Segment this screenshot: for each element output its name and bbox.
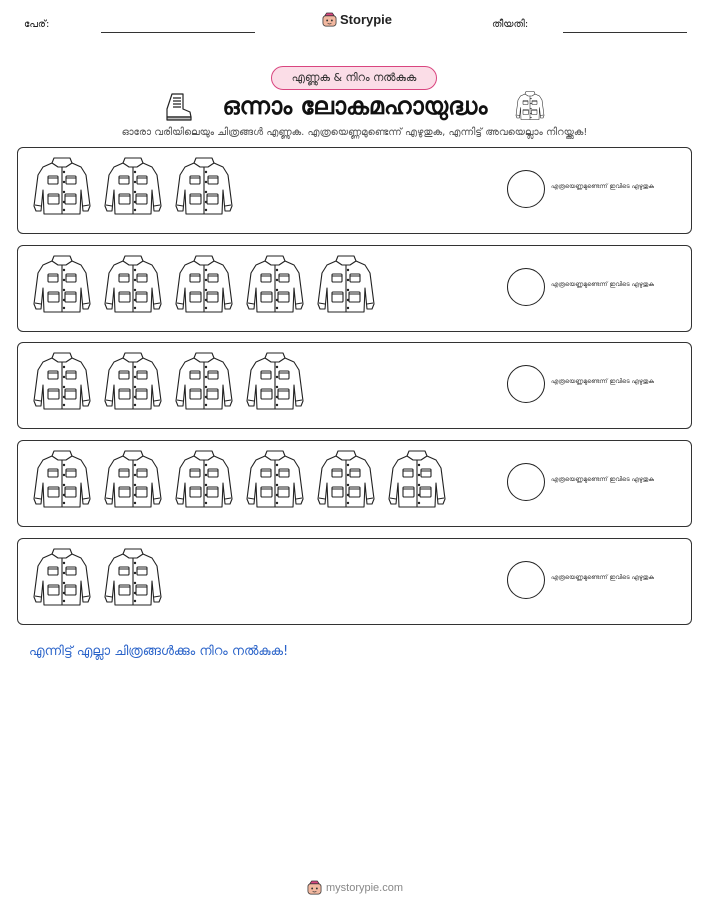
jacket-group [30,156,236,218]
count-row [17,538,692,625]
answer-circle[interactable] [507,561,545,599]
date-label: തീയതി: [492,19,529,30]
brand-name: Storypie [340,12,393,27]
answer-label: എത്രയെണ്ണമുണ്ടെന്ന് ഇവിടെ എഴുതുക [551,281,654,288]
count-row [17,440,692,527]
brand-logo [322,12,392,27]
answer-label: എത്രയെണ്ണമുണ്ടെന്ന് ഇവിടെ എഴുതുക [551,476,654,483]
count-row [17,342,692,429]
military-jacket-icon [514,90,546,122]
jacket-group [30,254,378,316]
name-field[interactable] [101,32,255,33]
military-jacket-icon [30,351,94,413]
date-field[interactable] [563,32,687,33]
answer-circle[interactable] [507,170,545,208]
military-jacket-icon [385,449,449,511]
military-jacket-icon [314,449,378,511]
military-jacket-icon [172,254,236,316]
combat-boot-icon [163,92,193,122]
storypie-logo-icon [322,12,337,27]
count-row [17,147,692,234]
answer-label: എത്രയെണ്ണമുണ്ടെന്ന് ഇവിടെ എഴുതുക [551,574,654,581]
footer-brand [307,880,403,895]
military-jacket-icon [30,547,94,609]
jacket-group [30,547,165,609]
military-jacket-icon [101,156,165,218]
page-title: ഒന്നാം ലോകമഹായുദ്ധം [222,92,488,120]
answer-circle[interactable] [507,268,545,306]
answer-circle[interactable] [507,463,545,501]
military-jacket-icon [101,449,165,511]
military-jacket-icon [30,254,94,316]
answer-label: എത്രയെണ്ണമുണ്ടെന്ന് ഇവിടെ എഴുതുക [551,183,654,190]
military-jacket-icon [243,254,307,316]
military-jacket-icon [172,351,236,413]
answer-circle[interactable] [507,365,545,403]
name-label: പേര്: [24,19,50,30]
military-jacket-icon [172,156,236,218]
footer-instruction: എന്നിട്ട് എല്ലാ ചിത്രങ്ങൾക്കും നിറം നൽകുക! [29,644,289,659]
military-jacket-icon [101,351,165,413]
count-row [17,245,692,332]
military-jacket-icon [30,156,94,218]
military-jacket-icon [101,254,165,316]
military-jacket-icon [101,547,165,609]
jacket-group [30,351,307,413]
military-jacket-icon [172,449,236,511]
activity-badge: എണ്ണുക & നിറം നൽകുക [271,66,437,90]
military-jacket-icon [314,254,378,316]
military-jacket-icon [243,351,307,413]
jacket-group [30,449,449,511]
military-jacket-icon [30,449,94,511]
storypie-logo-icon [307,880,322,895]
footer-brand-text: mystorypie.com [326,881,404,894]
answer-label: എത്രയെണ്ണമുണ്ടെന്ന് ഇവിടെ എഴുതുക [551,378,654,385]
instruction-text: ഓരോ വരിയിലെയും ചിത്രങ്ങൾ എണ്ണുക. എത്രയെണ്ണമുണ്ടെന്ന് എഴുതുക, എന്നിട്ട് അവയെല്ലാം നിറയ്ക്കുക! [121,127,588,138]
military-jacket-icon [243,449,307,511]
